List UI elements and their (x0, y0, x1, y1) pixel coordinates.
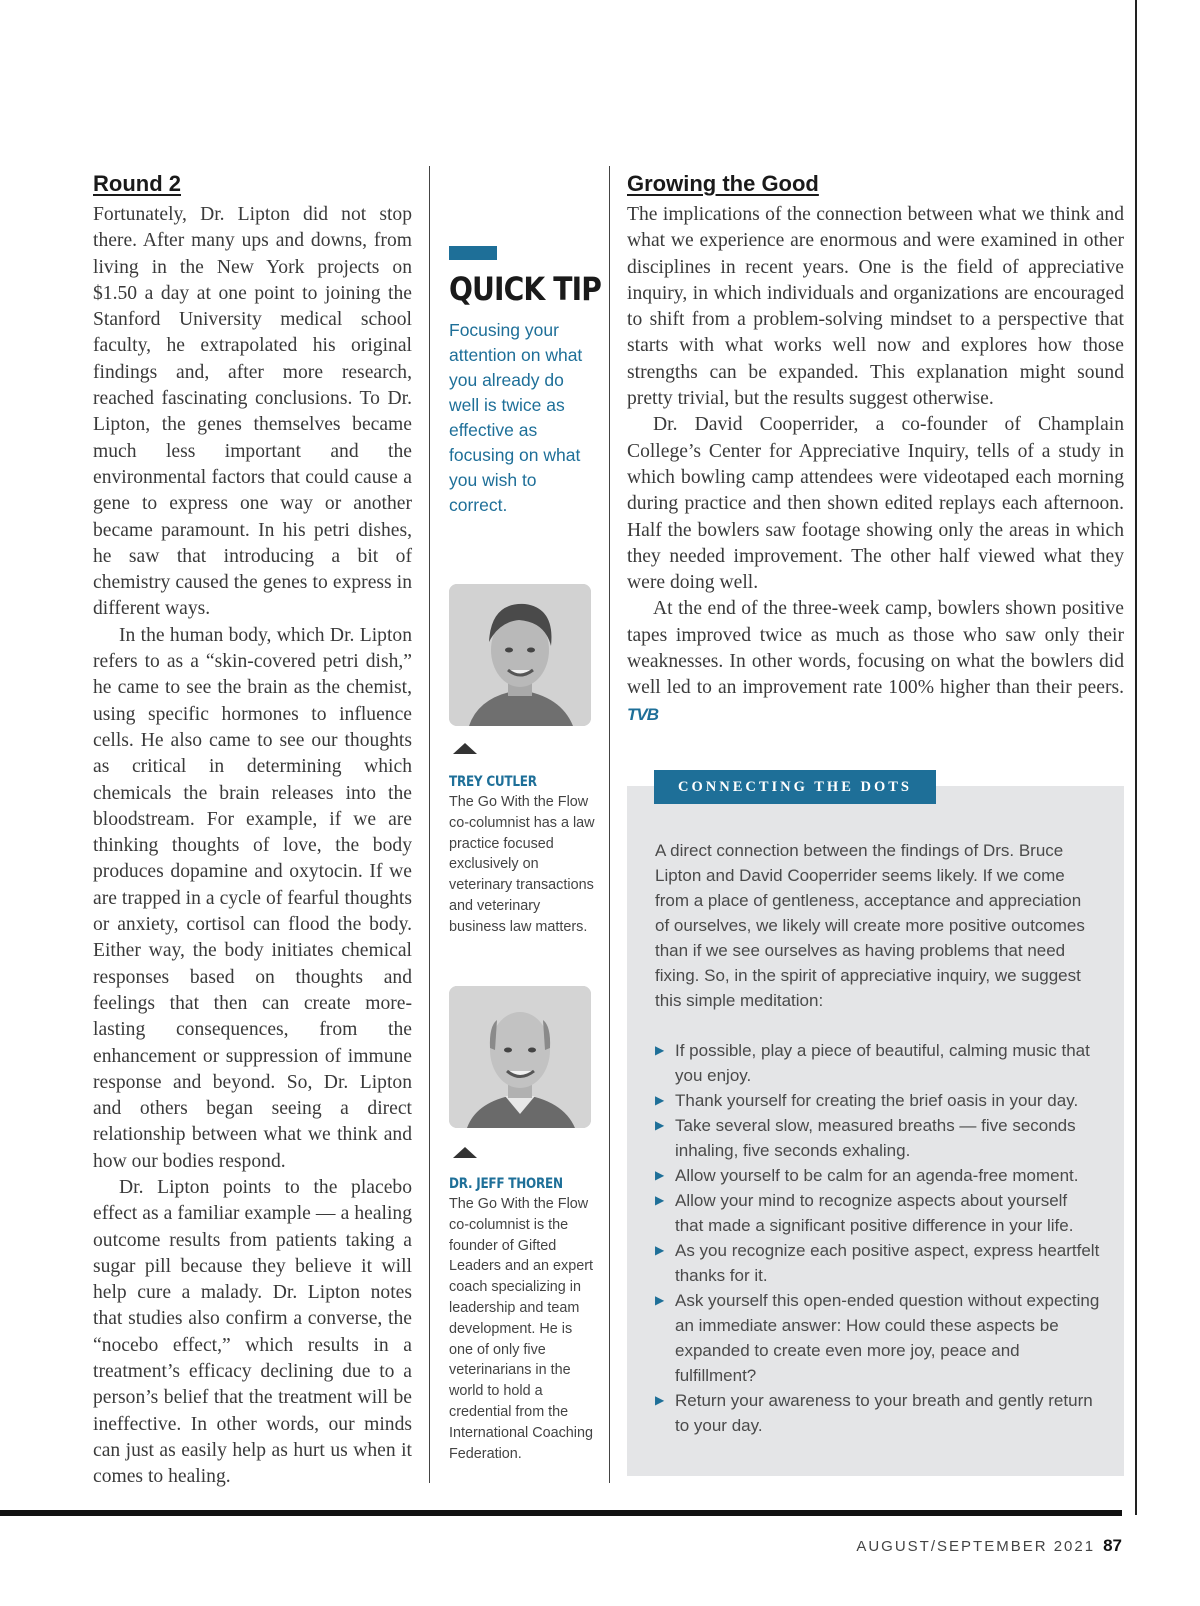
column-divider (609, 166, 610, 1483)
author-bio: The Go With the Flow co-columnist has a law practice focused exclusively on veterinary transactions and veterinary business law matters. (449, 794, 595, 935)
bullet-arrow-icon: ▶ (655, 1243, 665, 1257)
connecting-the-dots-label: CONNECTING THE DOTS (654, 770, 936, 804)
list-item-text: Take several slow, measured breaths — five seconds inhaling, five seconds exhaling. (675, 1116, 1076, 1160)
bullet-arrow-icon: ▶ (655, 1118, 665, 1132)
author-photo-jeff-thoren (449, 986, 591, 1128)
portrait-image (449, 986, 591, 1128)
list-item-text: Allow your mind to recognize aspects about yourself that made a significant positive difference in your life. (675, 1191, 1074, 1235)
list-item (655, 1188, 1100, 1238)
paragraph: Dr. Lipton points to the placebo effect as a familiar example — a healing outcome results from patients taking a sugar pill because they believe it will help cure a malady. Dr. Lipton notes that studies also confirm a converse, the “nocebo effect,” which results in a treatment’s efficacy declining due to a person’s belief that the treatment will be ineffective. In other words, our minds can just as easily help as hurt us when it comes to healing. (93, 1176, 412, 1488)
tvb-end-mark-logo: TVB (627, 704, 658, 724)
issue-date: AUGUST/SEPTEMBER 2021 (856, 1538, 1096, 1555)
meditation-steps-list (655, 1038, 1100, 1438)
author-credit (449, 774, 597, 938)
footer-rule (0, 1510, 1122, 1516)
quick-tip-text: Focusing your attention on what you already do well is twice as effective as focusing on what you wish to correct. (449, 320, 583, 515)
section-heading-growing-the-good: Growing the Good (627, 171, 819, 196)
paragraph: Fortunately, Dr. Lipton did not stop there. After many ups and downs, from living in the New York projects on $1.50 a day at one point to joining the Stanford University medical school faculty, he extrapolated his original findings and, after more research, reached fascinating conclusions. To Dr. Lipton, the genes themselves became much less important and the environmental factors that could cause a gene to express one way or another became paramount. In his petri dishes, he saw that introducing a bit of chemistry caused the genes to express in different ways. (93, 204, 412, 620)
bullet-arrow-icon: ▶ (655, 1393, 665, 1407)
connecting-the-dots-intro: A direct connection between the findings of Drs. Bruce Lipton and David Cooperrider seems likely. If we come from a place of gentleness, acceptance and appreciation of ourselves, we likely will create more positive outcomes than if we see ourselves as having problems that need fixing. So, in the spirit of appreciative inquiry, we suggest this simple meditation: (655, 841, 1085, 1010)
author-name: DR. JEFF THOREN (449, 1176, 563, 1192)
page-footer (856, 1536, 1122, 1556)
bullet-arrow-icon: ▶ (655, 1168, 665, 1182)
list-item-text: As you recognize each positive aspect, express heartfelt thanks for it. (675, 1241, 1100, 1285)
author-photo-trey-cutler (449, 584, 591, 726)
paragraph-text: At the end of the three-week camp, bowlers shown positive tapes improved twice as much as those who saw only their weaknesses. In other words, focusing on what the bowlers did well led to an improvement rate 100% higher than their peers. (627, 598, 1124, 699)
page-number: 87 (1103, 1536, 1122, 1555)
sidebar (449, 246, 601, 1462)
bullet-arrow-icon: ▶ (655, 1193, 665, 1207)
list-item-text: Ask yourself this open-ended question without expecting an immediate answer: How could these aspects be expanded to create even more joy, peace and fulfillment? (675, 1291, 1100, 1385)
list-item (655, 1163, 1100, 1188)
list-item (655, 1088, 1100, 1113)
list-item (655, 1288, 1100, 1388)
author-name: TREY CUTLER (449, 774, 537, 790)
author-credit (449, 1176, 597, 1464)
article-column-left (93, 170, 412, 1491)
list-item (655, 1038, 1100, 1088)
bullet-arrow-icon: ▶ (655, 1293, 665, 1307)
paragraph: The implications of the connection between what we think and what we experience are enormous and were examined in other disciplines in recent years. One is the field of appreciative inquiry, in which individuals and organizations are encouraged to shift from a problem-solving mindset to a perspective that starts with what works well now and explores how those strengths can be expanded. This explanation might sound pretty trivial, but the results suggest otherwise. (627, 204, 1124, 410)
author-bio: The Go With the Flow co-columnist is the founder of Gifted Leaders and an expert coach specializing in leadership and team development. He is one of only five veterinarians in the world to hold a credential from the International Coaching Federation. (449, 1196, 594, 1462)
portrait-image (449, 584, 591, 726)
triangle-pointer-icon (453, 1147, 477, 1158)
bullet-arrow-icon: ▶ (655, 1093, 665, 1107)
list-item-text: Allow yourself to be calm for an agenda-free moment. (675, 1166, 1079, 1185)
list-item (655, 1238, 1100, 1288)
list-item (655, 1388, 1100, 1438)
article-column-right (627, 170, 1124, 728)
triangle-pointer-icon (453, 743, 477, 754)
list-item-text: Return your awareness to your breath and gently return to your day. (675, 1391, 1093, 1435)
bullet-arrow-icon: ▶ (655, 1043, 665, 1057)
page-edge-rule (1135, 0, 1137, 1515)
section-heading-round-2: Round 2 (93, 171, 181, 196)
column-divider (429, 166, 430, 1483)
list-item-text: Thank yourself for creating the brief oasis in your day. (675, 1091, 1079, 1110)
paragraph: In the human body, which Dr. Lipton refers to as a “skin-covered petri dish,” he came to see the brain as the chemist, using specific hormones to influence cells. He also came to see our thoughts as critical in determining which chemicals the brain releases into the bloodstream. For example, if we are thinking thoughts of love, the body produces dopamine and oxytocin. If we are trapped in a cycle of fearful thoughts or anxiety, cortisol can flood the body. Either way, the body initiates chemical responses based on thoughts and feelings that then can create more-lasting consequences, from the enhancement or suppression of immune response and beyond. So, Dr. Lipton and others began seeing a direct relationship between what we think and how our bodies respond. (93, 624, 412, 1172)
paragraph: Dr. David Cooperrider, a co-founder of Champlain College’s Center for Appreciative Inquiry, tells of a study in which bowling camp attendees were videotaped each morning during practice and then shown edited replays each afternoon. Half the bowlers saw footage showing only the areas in which they needed improvement. The other half viewed what they were doing well. (627, 414, 1124, 594)
list-item-text: If possible, play a piece of beautiful, calming music that you enjoy. (675, 1041, 1090, 1085)
paragraph (627, 596, 1124, 727)
quick-tip-title: QUICK TIP (449, 270, 601, 308)
quick-tip-accent-bar (449, 246, 497, 260)
list-item (655, 1113, 1100, 1163)
